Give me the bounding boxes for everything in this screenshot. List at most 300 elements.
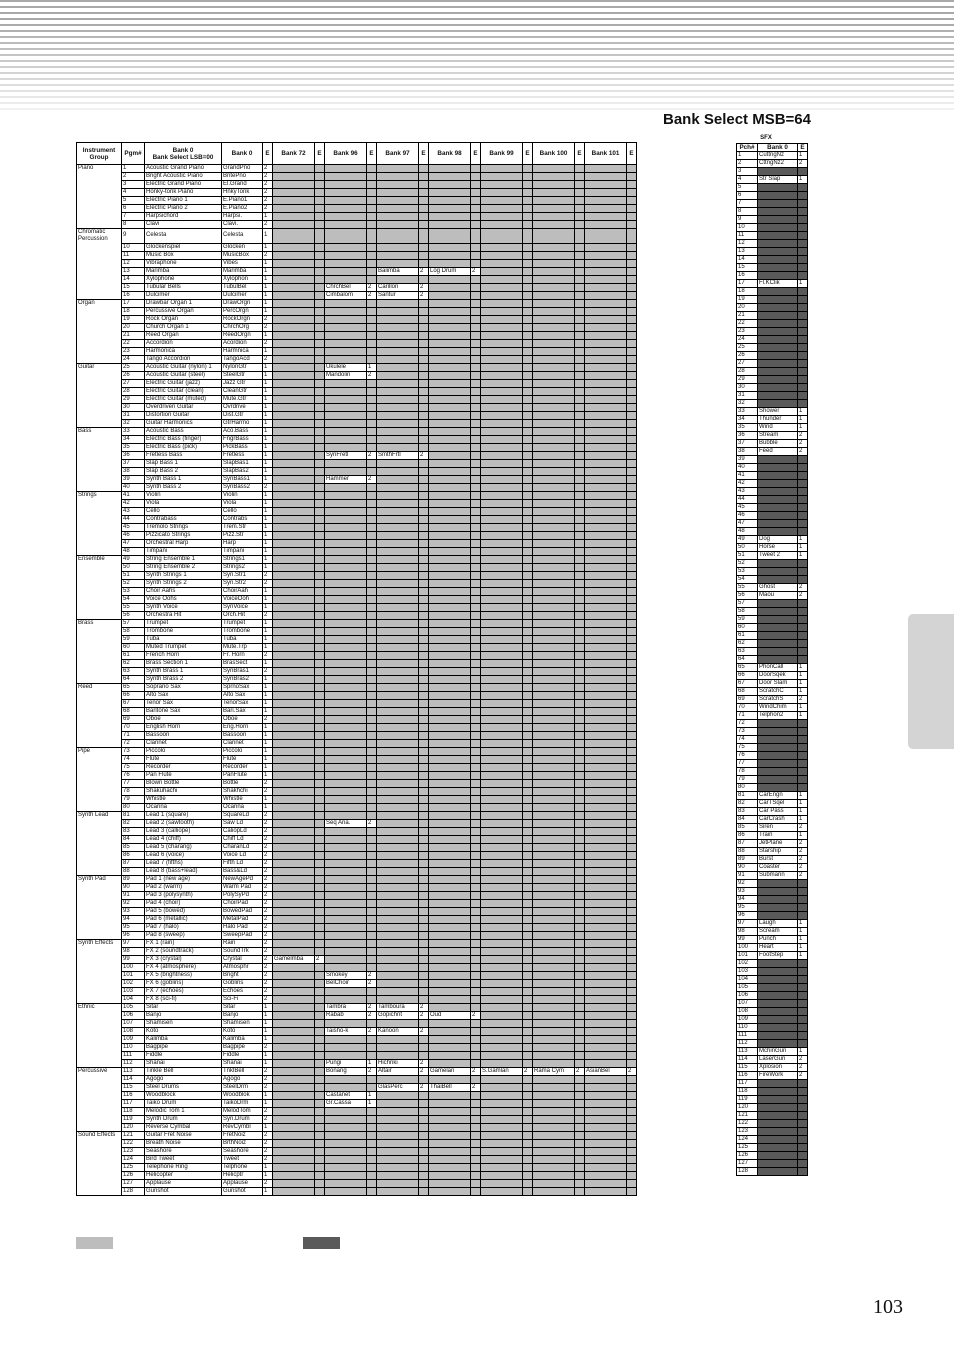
bank-element-cell [471, 603, 481, 611]
pch-cell: 78 [737, 768, 758, 776]
bank-name-cell [377, 507, 419, 515]
bank-element-cell [627, 827, 637, 835]
bank-element-cell [523, 459, 533, 467]
bank-name-cell [325, 1043, 367, 1051]
element-cell: 1 [263, 229, 273, 244]
bank-element-cell [419, 189, 429, 197]
sfx-element-cell [798, 912, 808, 920]
group-cell [77, 979, 122, 987]
sfx-name-cell [758, 352, 798, 360]
bank-element-cell [419, 819, 429, 827]
voice-name-cell: Electric Bass (pick) [145, 443, 222, 451]
sfx-element-cell [798, 216, 808, 224]
pch-cell: 49 [737, 536, 758, 544]
sfx-row [737, 264, 808, 272]
bank-name-cell [481, 731, 523, 739]
bank-name-cell [377, 699, 419, 707]
bank-name-cell [377, 181, 419, 189]
bank-element-cell [627, 763, 637, 771]
group-cell [77, 267, 122, 275]
bank-element-cell [367, 221, 377, 229]
sfx-row [737, 584, 808, 592]
element-cell: 2 [263, 899, 273, 907]
bank-element-cell [575, 899, 585, 907]
element-cell: 1 [263, 635, 273, 643]
bank-name-cell [273, 707, 315, 715]
bank-element-cell [315, 451, 325, 459]
bank-name-cell [429, 691, 471, 699]
bank-name-cell [533, 467, 575, 475]
bank-element-cell [627, 467, 637, 475]
bank-name-cell [273, 1011, 315, 1019]
bank-element-cell [471, 723, 481, 731]
short-name-cell: Syn.Drum [222, 1115, 263, 1123]
bank-name-cell [533, 1115, 575, 1123]
bank-name-cell [585, 907, 627, 915]
sfx-element-cell: 2 [798, 872, 808, 880]
pch-cell: 65 [737, 664, 758, 672]
bank-name-cell [325, 275, 367, 283]
bank-name-cell [429, 787, 471, 795]
sfx-name-cell: CarTSqel [758, 800, 798, 808]
voice-name-cell: Koto [145, 1027, 222, 1035]
sfx-element-cell [798, 368, 808, 376]
bank-element-cell [367, 197, 377, 205]
bank-element-cell [471, 931, 481, 939]
sfx-row [737, 424, 808, 432]
bank-name-cell [585, 795, 627, 803]
bank-element-cell [575, 1123, 585, 1131]
bank-element-cell [575, 363, 585, 371]
bank-name-cell [429, 483, 471, 491]
pch-cell: 19 [737, 296, 758, 304]
bank-element-cell: 2 [471, 267, 481, 275]
pch-cell: 52 [737, 560, 758, 568]
sfx-name-cell: Door Slam [758, 680, 798, 688]
bank-name-cell [325, 867, 367, 875]
sfx-row [737, 720, 808, 728]
bank-name-cell [533, 355, 575, 363]
bank-element-cell [419, 1115, 429, 1123]
pch-cell: 97 [737, 920, 758, 928]
pgm-cell: 94 [122, 915, 145, 923]
bank-element-cell [523, 427, 533, 435]
bank-element-cell [315, 1027, 325, 1035]
sfx-name-cell [758, 760, 798, 768]
sfx-name-cell [758, 560, 798, 568]
bank-name-cell [273, 1107, 315, 1115]
bank-element-cell [627, 173, 637, 181]
sfx-name-cell [758, 1088, 798, 1096]
element-cell: 2 [263, 1139, 273, 1147]
element-cell: 2 [263, 165, 273, 173]
bank-element-cell [575, 1171, 585, 1179]
bank-element-cell [315, 347, 325, 355]
bank-element-cell [575, 883, 585, 891]
bank-name-cell [273, 475, 315, 483]
sfx-name-cell: Wind [758, 424, 798, 432]
bank-element-cell [471, 1027, 481, 1035]
group-cell [77, 755, 122, 763]
sfx-element-cell: 1 [798, 544, 808, 552]
voice-name-cell: Electric Bass (finger) [145, 435, 222, 443]
bank-name-cell [429, 419, 471, 427]
element-cell: 1 [263, 1027, 273, 1035]
bank-element-cell [471, 1179, 481, 1187]
sfx-name-cell: Thunder [758, 416, 798, 424]
sfx-row [737, 480, 808, 488]
group-cell [77, 315, 122, 323]
bank-name-cell [273, 221, 315, 229]
element-cell: 2 [263, 979, 273, 987]
short-name-cell: MelodTom [222, 1107, 263, 1115]
bank-name-cell [585, 1027, 627, 1035]
pch-cell: 29 [737, 376, 758, 384]
bank-name-cell [481, 707, 523, 715]
bank-element-cell [315, 915, 325, 923]
bank-name-cell [325, 315, 367, 323]
group-cell [77, 563, 122, 571]
element-cell: 1 [263, 699, 273, 707]
sfx-name-cell [758, 456, 798, 464]
bank-element-cell [419, 443, 429, 451]
voice-name-cell: Synth Drum [145, 1115, 222, 1123]
table-row [77, 1067, 637, 1075]
element-cell: 1 [263, 283, 273, 291]
table-row [77, 315, 637, 323]
element-cell: 2 [263, 947, 273, 955]
bank-element-cell [471, 1099, 481, 1107]
pch-cell: 105 [737, 984, 758, 992]
sfx-name-cell [758, 912, 798, 920]
voice-name-cell: Cello [145, 507, 222, 515]
voice-name-cell: Piccolo [145, 747, 222, 755]
bank-element-cell [471, 299, 481, 307]
bank-name-cell: AsianBel [585, 1067, 627, 1075]
bank-name-cell [481, 715, 523, 723]
table-row [77, 1147, 637, 1155]
sfx-element-cell [798, 744, 808, 752]
bank-name-cell [325, 387, 367, 395]
sfx-element-cell: 2 [798, 440, 808, 448]
bank-element-cell [419, 1091, 429, 1099]
bank-element-cell [315, 411, 325, 419]
bank-name-cell: Pungi [325, 1059, 367, 1067]
pgm-cell: 32 [122, 419, 145, 427]
bank-name-cell [429, 675, 471, 683]
bank-element-cell [315, 197, 325, 205]
bank-name-cell [325, 787, 367, 795]
bank-name-cell [429, 275, 471, 283]
bank-element-cell [315, 395, 325, 403]
bank-element-cell [471, 835, 481, 843]
bank-element-cell [471, 451, 481, 459]
pgm-cell: 124 [122, 1155, 145, 1163]
bank-name-cell [429, 475, 471, 483]
sfx-row [737, 888, 808, 896]
table-row [77, 419, 637, 427]
bank-element-cell [627, 1115, 637, 1123]
bank-name-cell [481, 189, 523, 197]
element-cell: 2 [263, 323, 273, 331]
bank-element-cell [367, 181, 377, 189]
pch-cell: 36 [737, 432, 758, 440]
short-name-cell: NewAgePd [222, 875, 263, 883]
bank-element-cell [367, 515, 377, 523]
element-cell: 1 [263, 771, 273, 779]
bank-name-cell [273, 803, 315, 811]
bank-name-cell [481, 323, 523, 331]
bank-name-cell [377, 371, 419, 379]
bank-element-cell [523, 843, 533, 851]
bank-element-cell [315, 731, 325, 739]
bank-name-cell [481, 771, 523, 779]
bank-element-cell [471, 963, 481, 971]
bank-element-cell [627, 875, 637, 883]
bank-element-cell [367, 683, 377, 691]
bank-name-cell [585, 1003, 627, 1011]
header-cell: E [263, 143, 273, 165]
sfx-row [737, 400, 808, 408]
sfx-name-cell [758, 520, 798, 528]
bank-name-cell [481, 627, 523, 635]
bank-element-cell [627, 715, 637, 723]
pch-cell: 79 [737, 776, 758, 784]
sfx-element-cell [798, 232, 808, 240]
bank-element-cell [471, 795, 481, 803]
bank-element-cell [419, 787, 429, 795]
voice-name-cell: Fretless Bass [145, 451, 222, 459]
bank-element-cell [367, 307, 377, 315]
bank-name-cell [273, 771, 315, 779]
bank-element-cell [367, 907, 377, 915]
bank-name-cell: Rabab [325, 1011, 367, 1019]
short-name-cell: Telphone [222, 1163, 263, 1171]
bank-element-cell [575, 587, 585, 595]
bank-name-cell [533, 291, 575, 299]
short-name-cell: SquareLd [222, 811, 263, 819]
sfx-row [737, 688, 808, 696]
sfx-row [737, 1072, 808, 1080]
bank-element-cell [419, 229, 429, 244]
bank-name-cell [377, 659, 419, 667]
table-row [77, 299, 637, 307]
element-cell: 1 [263, 331, 273, 339]
short-name-cell: Bottle [222, 779, 263, 787]
bank-name-cell [325, 611, 367, 619]
bank-element-cell [367, 1107, 377, 1115]
bank-name-cell [377, 819, 419, 827]
table-row [77, 627, 637, 635]
bank-element-cell [627, 275, 637, 283]
sfx-name-cell: Xplosion [758, 1064, 798, 1072]
voice-name-cell: Electric Guitar (jazz) [145, 379, 222, 387]
bank-name-cell [429, 955, 471, 963]
header-cell: E [627, 143, 637, 165]
bank-element-cell [575, 347, 585, 355]
bank-name-cell [533, 891, 575, 899]
bank-element-cell [419, 531, 429, 539]
element-cell: 1 [263, 411, 273, 419]
bank-name-cell [429, 165, 471, 173]
bank-name-cell [429, 379, 471, 387]
sfx-row [737, 1016, 808, 1024]
bank-element-cell [575, 531, 585, 539]
bank-element-cell [627, 1091, 637, 1099]
table-row [77, 491, 637, 499]
table-row [77, 723, 637, 731]
bank-name-cell [377, 205, 419, 213]
voice-name-cell: Honky-tonk Piano [145, 189, 222, 197]
bank-element-cell [367, 731, 377, 739]
sfx-name-cell: Heart [758, 944, 798, 952]
bank-name-cell [377, 595, 419, 603]
bank-element-cell [627, 595, 637, 603]
voice-name-cell: Lead 4 (chiff) [145, 835, 222, 843]
bank-name-cell [481, 1059, 523, 1067]
voice-name-cell: Synth Brass 1 [145, 667, 222, 675]
bank-element-cell [367, 275, 377, 283]
bank-name-cell [273, 275, 315, 283]
bank-name-cell [533, 739, 575, 747]
sfx-element-cell [798, 264, 808, 272]
bank-name-cell [533, 771, 575, 779]
pgm-cell: 96 [122, 931, 145, 939]
bank-element-cell: 1 [367, 363, 377, 371]
pch-cell: 95 [737, 904, 758, 912]
sfx-element-cell [798, 336, 808, 344]
bank-element-cell [419, 811, 429, 819]
pgm-cell: 5 [122, 197, 145, 205]
bank-element-cell [471, 331, 481, 339]
bank-name-cell [325, 251, 367, 259]
bank-element-cell [419, 715, 429, 723]
bank-name-cell [377, 347, 419, 355]
sfx-element-cell: 1 [798, 552, 808, 560]
bank-element-cell [471, 979, 481, 987]
bank-element-cell [471, 779, 481, 787]
bank-element-cell [523, 827, 533, 835]
bank-name-cell [585, 619, 627, 627]
bank-name-cell [481, 603, 523, 611]
voice-name-cell: Clarinet [145, 739, 222, 747]
bank-name-cell [481, 1123, 523, 1131]
bank-element-cell [471, 803, 481, 811]
pgm-cell: 50 [122, 563, 145, 571]
element-cell: 2 [263, 811, 273, 819]
sfx-element-cell [798, 1016, 808, 1024]
bank-name-cell [533, 371, 575, 379]
bank-name-cell [533, 403, 575, 411]
bank-name-cell [325, 243, 367, 251]
bank-element-cell [367, 443, 377, 451]
sfx-name-cell [758, 656, 798, 664]
bank-name-cell [533, 339, 575, 347]
bank-name-cell [325, 491, 367, 499]
bank-name-cell [533, 763, 575, 771]
table-row [77, 1027, 637, 1035]
table-row [77, 1051, 637, 1059]
element-cell: 2 [263, 907, 273, 915]
bank-name-cell [325, 627, 367, 635]
table-row [77, 1075, 637, 1083]
bank-element-cell [419, 923, 429, 931]
bank-name-cell [325, 683, 367, 691]
bank-element-cell [315, 771, 325, 779]
bank-name-cell [377, 189, 419, 197]
sfx-row [737, 640, 808, 648]
bank-name-cell [533, 1035, 575, 1043]
bank-name-cell [585, 923, 627, 931]
voice-name-cell: Bright Acoustic Piano [145, 173, 222, 181]
bank-name-cell [481, 371, 523, 379]
bank-element-cell [523, 915, 533, 923]
table-row [77, 747, 637, 755]
bank-element-cell [419, 403, 429, 411]
table-row [77, 571, 637, 579]
sfx-name-cell: Starship [758, 848, 798, 856]
bank-element-cell [575, 1043, 585, 1051]
bank-name-cell [585, 803, 627, 811]
bank-element-cell [419, 435, 429, 443]
bank-name-cell [533, 459, 575, 467]
pgm-cell: 47 [122, 539, 145, 547]
bank-element-cell [575, 955, 585, 963]
bank-element-cell [471, 827, 481, 835]
pgm-cell: 63 [122, 667, 145, 675]
bank-name-cell [325, 795, 367, 803]
short-name-cell: Trem.Str [222, 523, 263, 531]
bank-name-cell [429, 229, 471, 244]
bank-element-cell [367, 555, 377, 563]
bank-element-cell [315, 571, 325, 579]
voice-name-cell: Celesta [145, 229, 222, 244]
short-name-cell: Syn.Str2 [222, 579, 263, 587]
header-cell: Bank 72 [273, 143, 315, 165]
bank-element-cell [627, 803, 637, 811]
bank-name-cell [429, 1131, 471, 1139]
pgm-cell: 48 [122, 547, 145, 555]
bank-name-cell [481, 635, 523, 643]
voice-name-cell: Violin [145, 491, 222, 499]
sfx-row [737, 736, 808, 744]
group-cell [77, 571, 122, 579]
sfx-name-cell [758, 976, 798, 984]
bank-name-cell [585, 229, 627, 244]
bank-name-cell [585, 835, 627, 843]
bank-element-cell [523, 875, 533, 883]
bank-element-cell [367, 435, 377, 443]
voice-name-cell: Soprano Sax [145, 683, 222, 691]
bank-name-cell [585, 1107, 627, 1115]
bank-name-cell [533, 875, 575, 883]
bank-name-cell [273, 451, 315, 459]
pgm-cell: 84 [122, 835, 145, 843]
bank-name-cell [585, 539, 627, 547]
table-row [77, 1035, 637, 1043]
bank-element-cell [575, 213, 585, 221]
group-cell [77, 291, 122, 299]
bank-element-cell [575, 259, 585, 267]
bank-element-cell [315, 723, 325, 731]
group-cell: Organ [77, 299, 122, 307]
bank-name-cell: Taisho-k [325, 1027, 367, 1035]
bank-name-cell [481, 811, 523, 819]
bank-element-cell [315, 531, 325, 539]
bank-element-cell [315, 779, 325, 787]
sfx-row [737, 296, 808, 304]
bank-name-cell [585, 563, 627, 571]
